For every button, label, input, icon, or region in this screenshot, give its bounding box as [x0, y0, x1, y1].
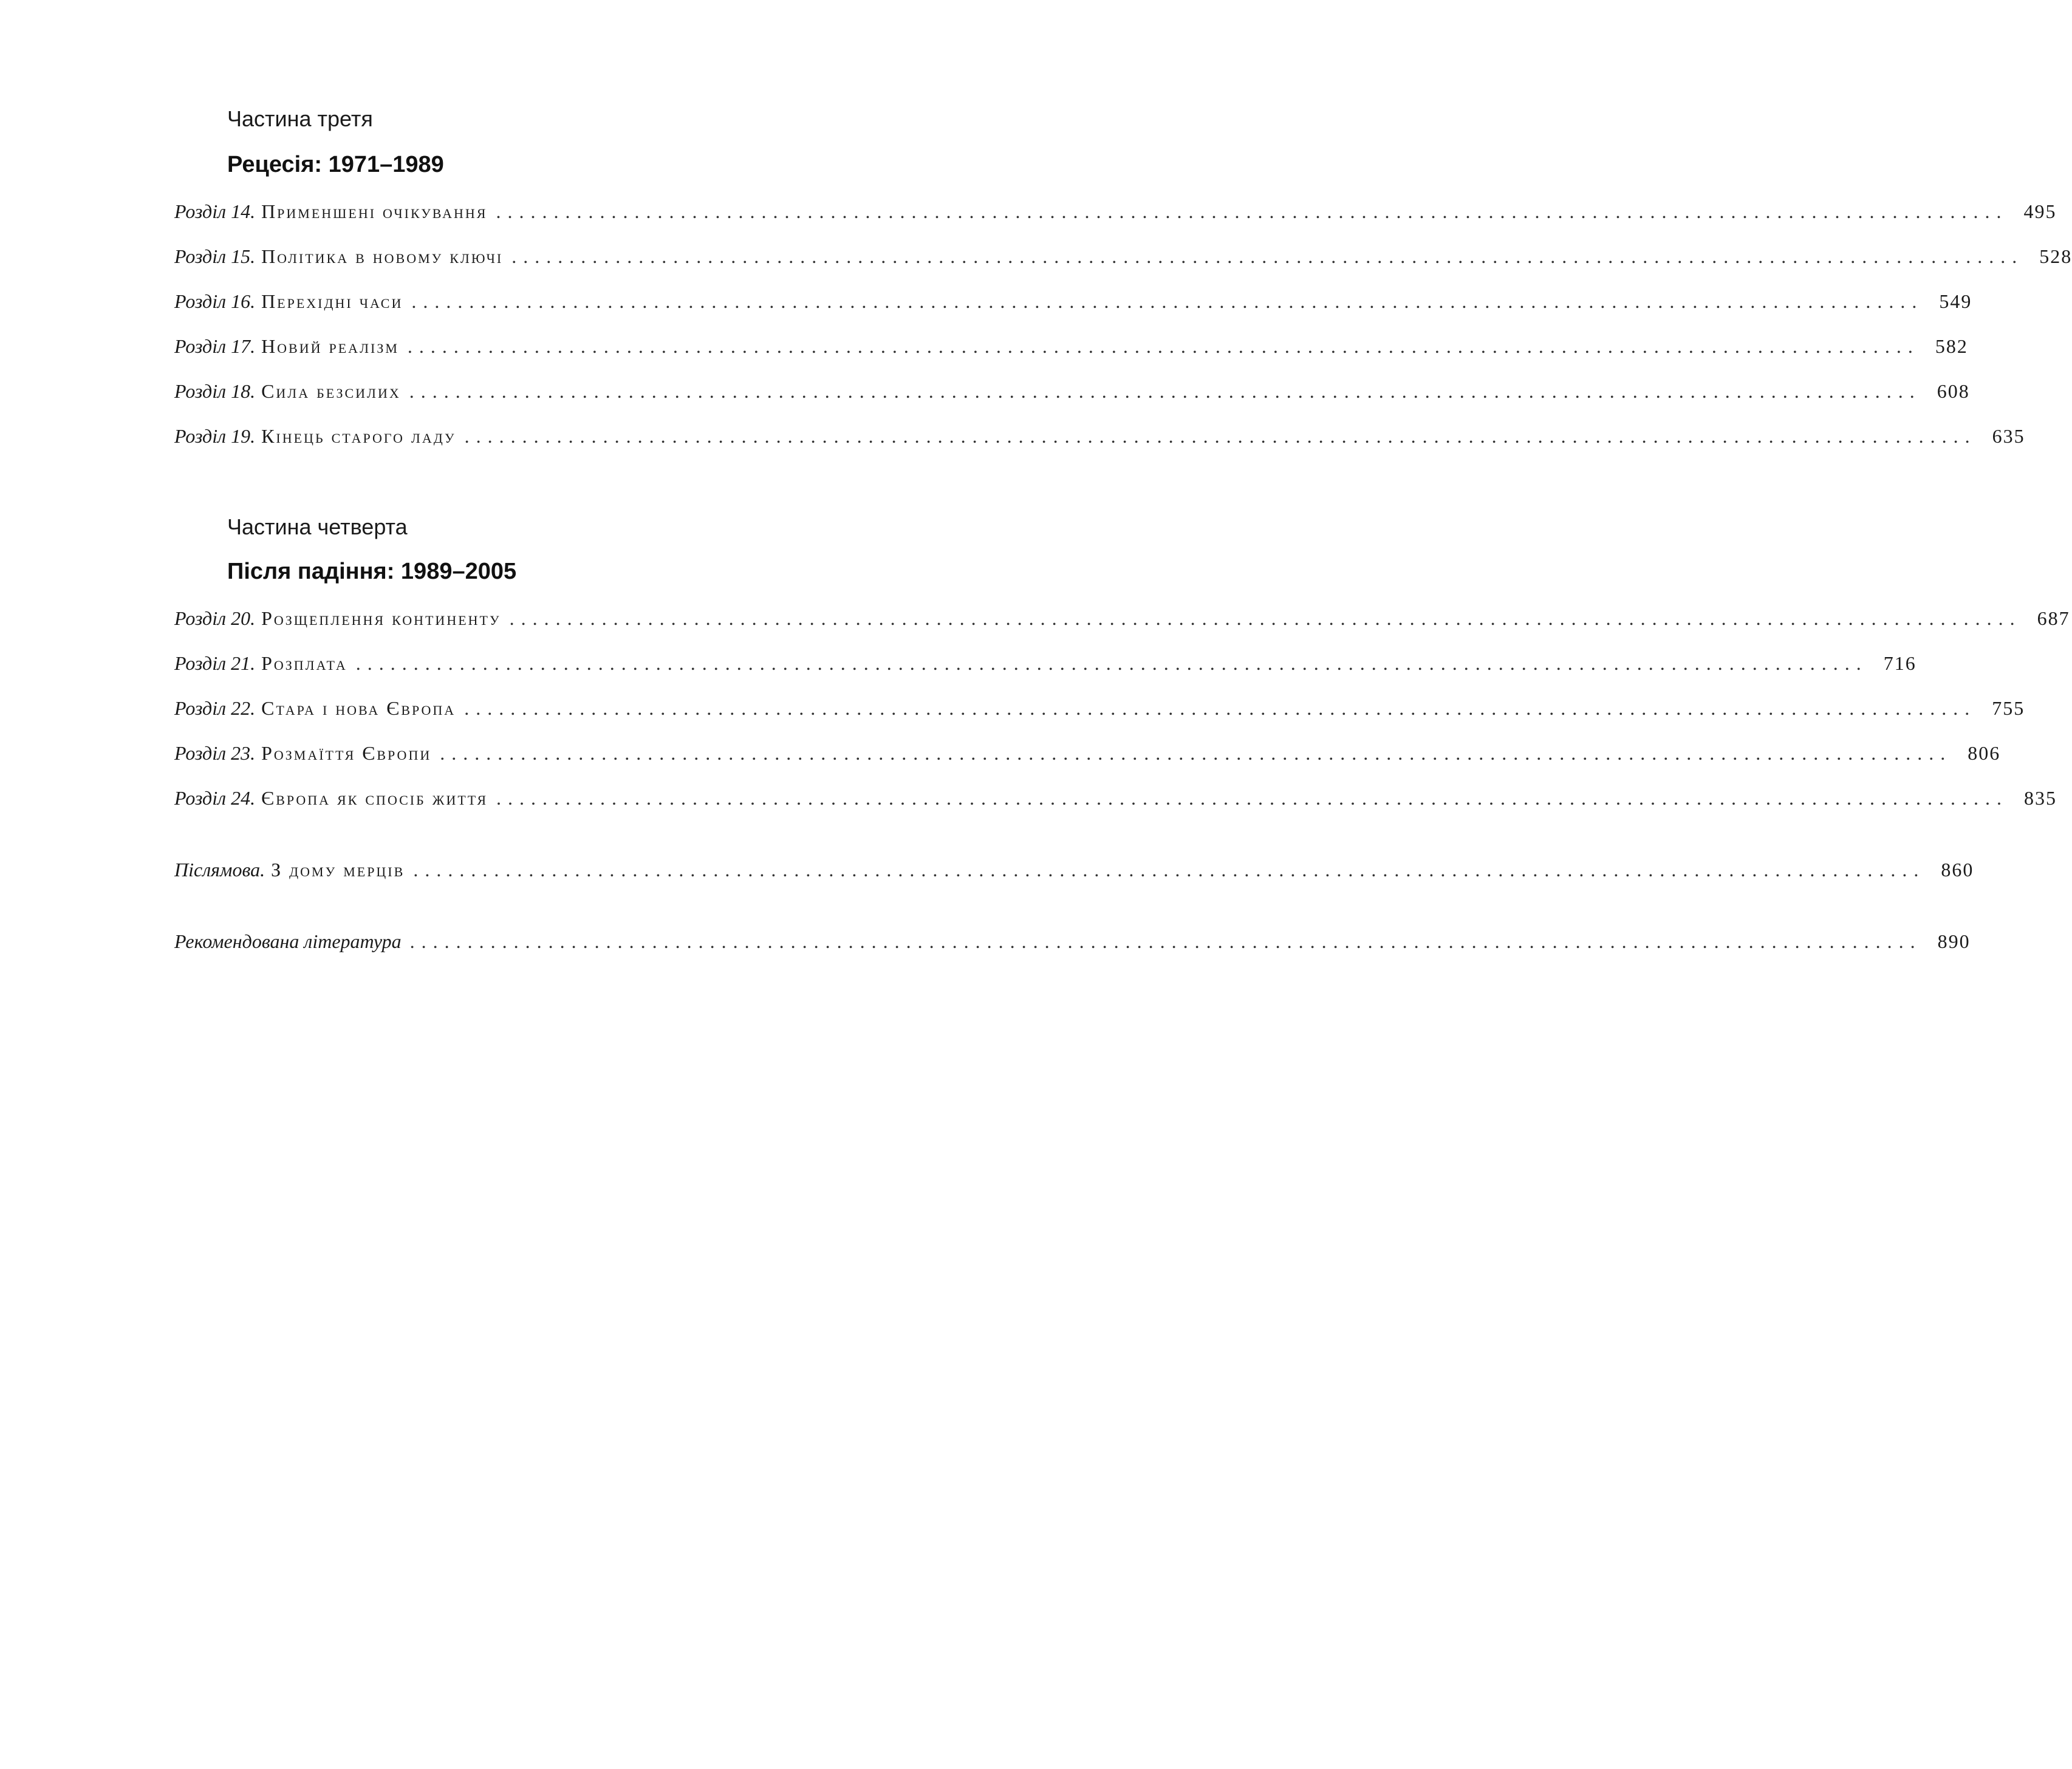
dot-leader: ................................................................................................................................... — [409, 930, 1922, 952]
toc-entry-literature[interactable] — [174, 928, 1971, 955]
toc-entry-afterword[interactable] — [174, 856, 1974, 883]
chapter-title: Применшені очікування — [261, 200, 488, 222]
toc-entry[interactable] — [174, 333, 1968, 360]
chapter-number: Розділ 17. — [174, 335, 256, 357]
chapter-title: Розщеплення континенту — [261, 607, 501, 629]
toc-entry[interactable] — [174, 243, 2072, 270]
dot-leader: ................................................................................................................................... — [464, 425, 1977, 447]
dot-leader: ................................................................................................................................... — [440, 742, 1952, 764]
afterword-label: Післямова. — [174, 859, 265, 881]
toc-entry[interactable] — [174, 288, 1972, 315]
page-number: 835 — [2024, 787, 2057, 809]
toc-entry[interactable] — [174, 740, 2001, 766]
toc-entry[interactable] — [174, 785, 2057, 811]
chapter-title: Новий реалізм — [261, 335, 399, 357]
chapter-number: Розділ 20. — [174, 607, 256, 629]
dot-leader: ................................................................................................................................... — [511, 245, 2024, 267]
dot-leader: ................................................................................................................................... — [464, 697, 1977, 719]
dot-leader: ................................................................................................................................... — [496, 200, 2008, 222]
page-number: 890 — [1937, 930, 1971, 952]
dot-leader: ................................................................................................................................... — [407, 335, 1920, 357]
dot-leader: ................................................................................................................................... — [411, 290, 1924, 312]
page-number: 687 — [2037, 607, 2070, 629]
chapter-number: Розділ 24. — [174, 787, 256, 809]
afterword-title: З дому мерців — [271, 859, 405, 881]
dot-leader: ................................................................................................................................... — [355, 652, 1868, 674]
chapter-title: Політика в новому ключі — [261, 245, 504, 267]
toc-entry[interactable] — [174, 423, 2025, 449]
page-number: 582 — [1935, 335, 1968, 357]
chapter-title: Розплата — [261, 652, 347, 674]
page-number: 860 — [1941, 859, 1974, 881]
part-title: Рецесія: 1971–1989 — [227, 152, 444, 177]
dot-leader: ................................................................................................................................... — [496, 787, 2009, 809]
page-number: 755 — [1992, 697, 2025, 719]
toc-entry[interactable] — [174, 605, 2070, 632]
literature-title: Рекомендована література — [174, 930, 402, 952]
part-label: Частина четверта — [227, 514, 408, 539]
chapter-number: Розділ 23. — [174, 742, 256, 764]
page-number: 806 — [1968, 742, 2001, 764]
chapter-number: Розділ 18. — [174, 380, 256, 402]
chapter-number: Розділ 16. — [174, 290, 256, 312]
dot-leader: ................................................................................................................................... — [409, 380, 1921, 402]
chapter-number: Розділ 14. — [174, 200, 256, 222]
page-number: 716 — [1883, 652, 1916, 674]
toc-entry[interactable] — [174, 695, 2025, 721]
page-number: 635 — [1992, 425, 2025, 447]
dot-leader: ................................................................................................................................... — [413, 859, 1926, 881]
dot-leader: ................................................................................................................................... — [509, 607, 2022, 629]
chapter-title: Сила безсилих — [261, 380, 401, 402]
chapter-title: Стара і нова Європа — [261, 697, 456, 719]
toc-entry[interactable] — [174, 198, 2057, 225]
page-number: 495 — [2023, 200, 2057, 222]
part-title: Після падіння: 1989–2005 — [227, 559, 517, 584]
chapter-number: Розділ 22. — [174, 697, 256, 719]
chapter-number: Розділ 19. — [174, 425, 256, 447]
toc-entry[interactable] — [174, 650, 1916, 677]
chapter-title: Кінець старого ладу — [261, 425, 456, 447]
chapter-title: Європа як спосіб життя — [261, 787, 488, 809]
chapter-number: Розділ 15. — [174, 245, 256, 267]
chapter-number: Розділ 21. — [174, 652, 256, 674]
chapter-title: Розмаїття Європи — [261, 742, 432, 764]
page-number: 549 — [1939, 290, 1972, 312]
page-number: 528 — [2039, 245, 2072, 267]
page-number: 608 — [1937, 380, 1970, 402]
chapter-title: Перехідні часи — [261, 290, 403, 312]
toc-entry[interactable] — [174, 378, 1970, 404]
part-label: Частина третя — [227, 106, 373, 131]
